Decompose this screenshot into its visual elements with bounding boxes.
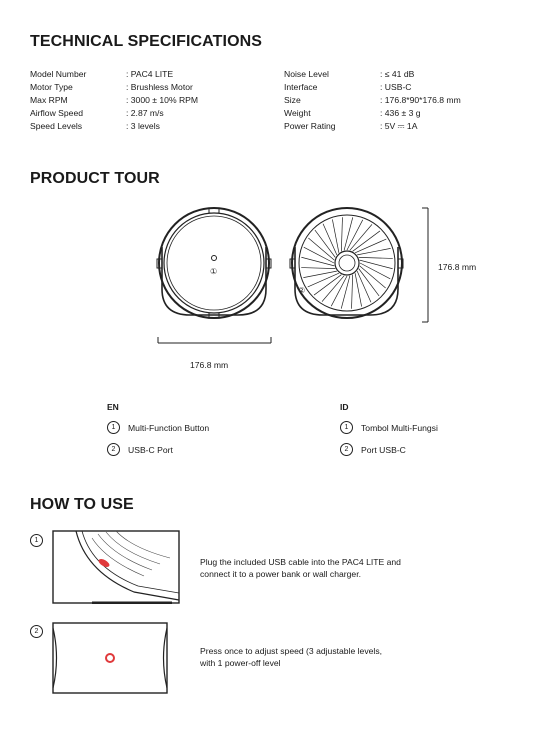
spec-value: : 2.87 m/s — [126, 108, 164, 118]
specs-right — [284, 68, 461, 133]
step-line: connect it to a power bank or wall charger. — [200, 569, 361, 579]
grille-line — [360, 260, 393, 269]
legend-label: Tombol Multi-Fungsi — [361, 422, 438, 433]
spec-key: Airflow Speed — [30, 108, 84, 118]
number-badge: 1 — [340, 421, 353, 434]
height-dimension-line — [422, 208, 428, 322]
spec-row — [30, 107, 198, 120]
spec-value: : 436 ± 3 g — [380, 108, 421, 118]
width-dimension-label: 176.8 mm — [190, 360, 229, 370]
spec-value: : 176.8*90*176.8 mm — [380, 95, 461, 105]
specs-left — [30, 68, 198, 133]
fan-front-view — [290, 208, 403, 318]
tour-title: PRODUCT TOUR — [30, 170, 160, 187]
spec-row — [30, 81, 198, 94]
fan-back-view — [157, 208, 271, 318]
spec-row — [284, 68, 461, 81]
spec-key: Interface — [284, 82, 318, 92]
spec-key: Noise Level — [284, 69, 329, 79]
spec-value: : PAC4 LITE — [126, 69, 174, 79]
specs-title: TECHNICAL SPECIFICATIONS — [30, 33, 263, 50]
number-badge: 2 — [107, 443, 120, 456]
spec-row — [284, 107, 461, 120]
spec-row — [284, 120, 461, 133]
number-badge: 2 — [340, 443, 353, 456]
spec-row — [284, 81, 461, 94]
spec-value: : 3 levels — [126, 121, 160, 131]
grille-line — [359, 257, 393, 258]
legend-label: Multi-Function Button — [128, 422, 210, 433]
legend-id-item — [340, 421, 438, 434]
legend-en-item — [107, 421, 209, 434]
step-number: 2 — [30, 625, 43, 638]
spec-row — [30, 68, 198, 81]
step-2-text — [200, 645, 470, 669]
step-line: with 1 power-off level — [200, 658, 281, 668]
spec-key: Weight — [284, 108, 311, 118]
step-line: Plug the included USB cable into the PAC4 LITE and — [200, 557, 401, 567]
grille-line — [341, 276, 350, 309]
grille-line — [301, 268, 335, 269]
legend-en-header: EN — [107, 402, 119, 412]
spec-key: Power Rating — [284, 121, 336, 131]
spec-key: Motor Type — [30, 82, 73, 92]
grille-line — [341, 217, 342, 251]
legend-label: USB-C Port — [128, 444, 173, 455]
step-2-illustration — [52, 622, 168, 694]
howto-title: HOW TO USE — [30, 496, 134, 513]
grille-line — [352, 275, 353, 309]
height-dimension-label: 176.8 mm — [438, 262, 477, 272]
callout-1: ① — [210, 267, 218, 276]
legend-en-item — [107, 443, 173, 456]
spec-row — [30, 120, 198, 133]
spec-key: Model Number — [30, 69, 87, 79]
step-1-illustration — [52, 530, 180, 604]
spec-value: : Brushless Motor — [126, 82, 193, 92]
spec-key: Size — [284, 95, 301, 105]
spec-key: Speed Levels — [30, 121, 83, 131]
step-1-text — [200, 556, 470, 580]
width-dimension-line — [158, 337, 271, 343]
spec-value: : 5V ⎓ 1A — [380, 121, 418, 131]
spec-row — [284, 94, 461, 107]
spec-value: : USB-C — [380, 82, 412, 92]
spec-key: Max RPM — [30, 95, 68, 105]
spec-value: : 3000 ± 10% RPM — [126, 95, 199, 105]
product-diagram — [150, 205, 450, 385]
spec-row — [30, 94, 198, 107]
number-badge: 1 — [107, 421, 120, 434]
grille-line — [301, 257, 334, 266]
callout-2: ② — [298, 286, 306, 295]
legend-id-header: ID — [340, 402, 349, 412]
spec-value: : ≤ 41 dB — [380, 69, 415, 79]
legend-id-item — [340, 443, 406, 456]
grille-line — [344, 217, 353, 250]
step-line: Press once to adjust speed (3 adjustable levels, — [200, 646, 383, 656]
step-number: 1 — [30, 534, 43, 547]
legend-label: Port USB-C — [361, 444, 406, 455]
